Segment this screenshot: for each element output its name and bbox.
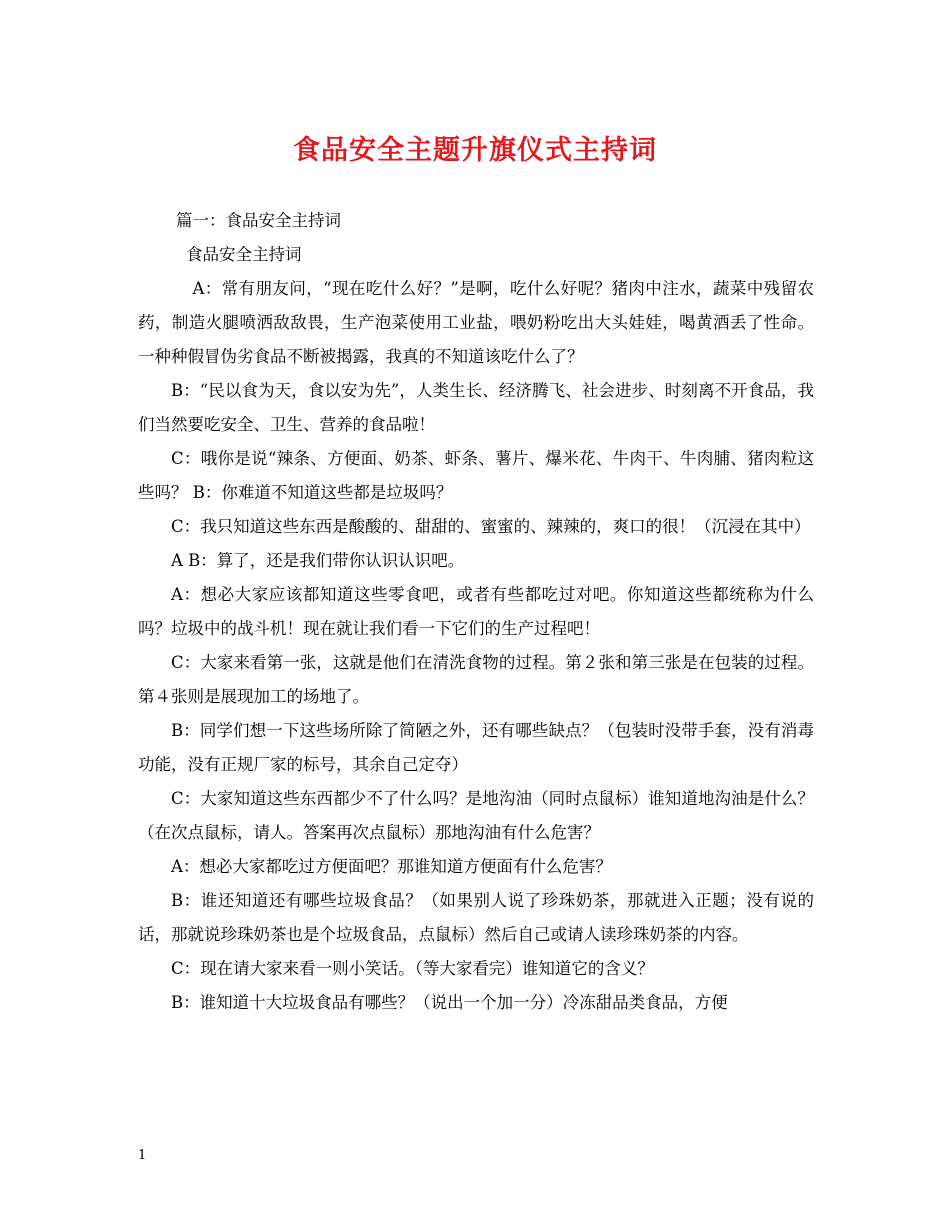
paragraph-1: A：常有朋友问，“现在吃什么好？”是啊，吃什么好呢？猪肉中注水，蔬菜中残留农药，制造火腿喷洒敌敌畏，生产泡菜使用工业盐，喂奶粉吃出大头娃娃，喝黄酒丢了性命。一种种假冒伪劣食品不断被揭露，我真的不知道该吃什么了？ [138,279,814,366]
sub-heading: 食品安全主持词 [186,245,302,264]
paragraph-7: C：大家来看第一张，这就是他们在清洗食物的过程。第２张和第三张是在包装的过程。第４张则是展现加工的场地了。 [138,653,814,706]
paragraph-11: B：谁还知道还有哪些垃圾食品？（如果别人说了珍珠奶茶，那就进入正题；没有说的话，那就说珍珠奶茶也是个垃圾食品，点鼠标）然后自己或请人读珍珠奶茶的内容。 [138,891,814,944]
section-heading: 篇一：食品安全主持词 [176,211,341,230]
paragraph-12: C：现在请大家来看一则小笑话。（等大家看完）谁知道它的含义？ [171,959,654,978]
paragraph-6: A：想必大家应该都知道这些零食吧，或者有些都吃过对吧。你知道这些都统称为什么吗？垃圾中的战斗机！现在就让我们看一下它们的生产过程吧！ [138,585,814,638]
paragraph-4: C：我只知道这些东西是酸酸的、甜甜的、蜜蜜的、辣辣的，爽口的很！（沉浸在其中） [171,517,811,536]
paragraph-2: B：“民以食为天，食以安为先”，人类生长、经济腾飞、社会进步、时刻离不开食品，我们当然要吃安全、卫生、营养的食品啦！ [138,381,814,434]
page-number: 1 [138,1148,147,1163]
paragraph-10: A：想必大家都吃过方便面吧？那谁知道方便面有什么危害？ [171,857,612,876]
paragraph-13: B：谁知道十大垃圾食品有哪些？（说出一个加一分）冷冻甜品类食品，方便 [171,993,728,1012]
paragraph-9: C：大家知道这些东西都少不了什么吗？是地沟油（同时点鼠标）谁知道地沟油是什么？（在次点鼠标，请人。答案再次点鼠标）那地沟油有什么危害？ [138,789,814,842]
paragraph-8: B：同学们想一下这些场所除了简陋之外，还有哪些缺点？（包装时没带手套，没有消毒功能，没有正规厂家的标号，其余自己定夺） [138,721,814,774]
paragraph-3: C：哦你是说“辣条、方便面、奶茶、虾条、薯片、爆米花、牛肉干、牛肉脯、猪肉粒这些吗？ B：你难道不知道这些都是垃圾吗？ [138,449,814,502]
document-body [138,204,814,1020]
page-title: 食品安全主题升旗仪式主持词 [293,135,657,166]
paragraph-5: A B：算了，还是我们带你认识认识吧。 [171,551,465,570]
